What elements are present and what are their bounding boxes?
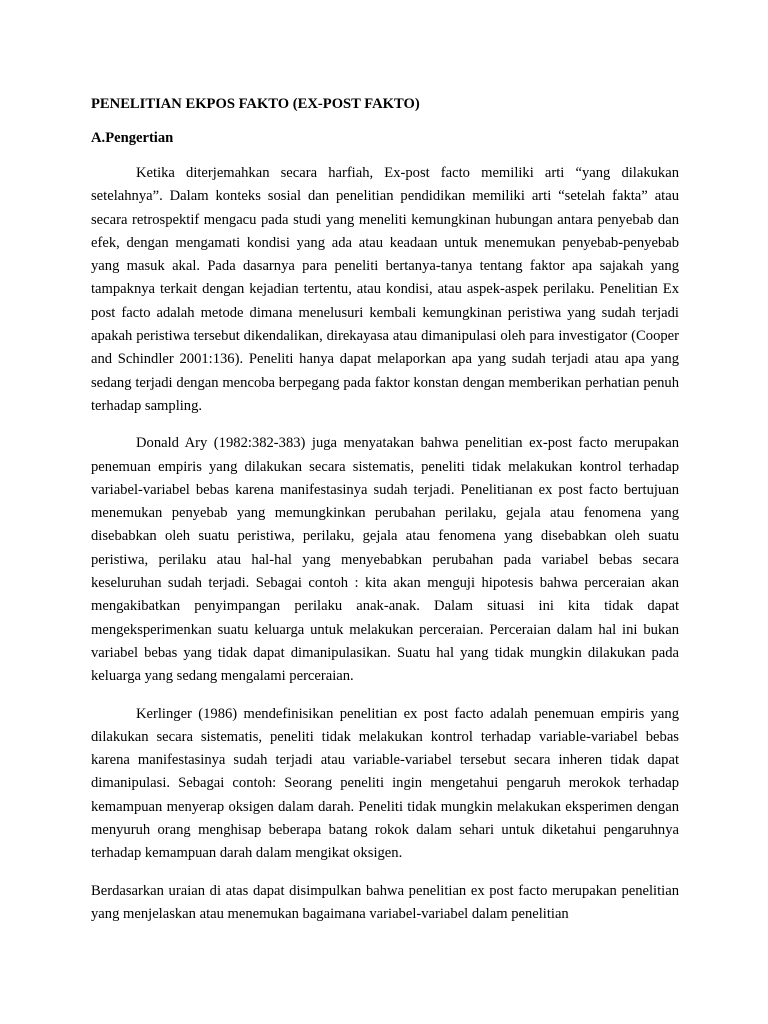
document-page xyxy=(91,94,679,940)
section-heading: A.Pengertian xyxy=(91,130,174,146)
paragraph-4: Berdasarkan uraian di atas dapat disimpulkan bahwa penelitian ex post facto merupakan penelitian yang menjelaskan atau menemukan bagaimana variabel-variabel dalam penelitian xyxy=(91,882,679,922)
paragraph-1: Ketika diterjemahkan secara harfiah, Ex-post facto memiliki arti “yang dilakukan setelahnya”. Dalam konteks sosial dan penelitian pendidikan memiliki arti “setelah fakta” atau secara retrospektif mengacu pada studi yang meneliti kemungkinan hubungan antara penyebab dan efek, dengan mengamati kondisi yang ada atau keadaan untuk menemukan penyebab-penyebab yang masuk akal. Pada dasarnya para peneliti bertanya-tanya tentang faktor apa sajakah yang tampaknya terkait dengan kejadian tertentu, atau kondisi, atau aspek-aspek perilaku. Penelitian Ex post facto adalah metode dimana menelusuri kembali kemungkinan peristiwa yang sudah terjadi apakah peristiwa tersebut dikendalikan, direkayasa atau dimanipulasi oleh para investigator (Cooper and Schindler 2001:136). Peneliti hanya dapat melaporkan apa yang sudah terjadi atau apa yang sedang terjadi dengan mencoba berpegang pada faktor konstan dengan memberikan perhatian penuh terhadap sampling. xyxy=(91,165,679,414)
document-title: PENELITIAN EKPOS FAKTO (EX-POST FAKTO) xyxy=(91,96,420,112)
paragraph-2: Donald Ary (1982:382-383) juga menyatakan bahwa penelitian ex-post facto merupakan penemuan empiris yang dilakukan secara sistematis, peneliti tidak melakukan kontrol terhadap variabel-variabel bebas karena manifestasinya sudah terjadi. Penelitianan ex post facto bertujuan menemukan penyebab yang memungkinkan perubahan perilaku, gejala atau fenomena yang disebabkan oleh suatu peristiwa, perilaku, gejala atau fenomena yang disebabkan oleh suatu peristiwa, perilaku atau hal-hal yang menyebabkan perubahan pada variabel bebas secara keseluruhan sudah terjadi. Sebagai contoh : kita akan menguji hipotesis bahwa perceraian akan mengakibatkan penyimpangan perilaku anak-anak. Dalam situasi ini kita tidak dapat mengeksperimenkan suatu keluarga untuk melakukan perceraian. Perceraian dalam hal ini bukan variabel bebas yang tidak dapat dimanipulasikan. Suatu hal yang tidak mungkin dilakukan pada keluarga yang sedang mengalami perceraian. xyxy=(91,435,679,685)
paragraph-3: Kerlinger (1986) mendefinisikan penelitian ex post facto adalah penemuan empiris yang dilakukan secara sistematis, peneliti tidak melakukan kontrol terhadap variable-variabel bebas karena manifestasinya sudah terjadi atau variable-variabel tersebut secara inheren tidak dapat dimanipulasi. Sebagai contoh: Seorang peneliti ingin mengetahui pengaruh merokok terhadap kemampuan menyerap oksigen dalam darah. Peneliti tidak mungkin melakukan eksperimen dengan menyuruh orang menghisap beberapa batang rokok dalam sehari untuk diketahui pengaruhnya terhadap kemampuan darah dalam mengikat oksigen. xyxy=(91,705,679,862)
